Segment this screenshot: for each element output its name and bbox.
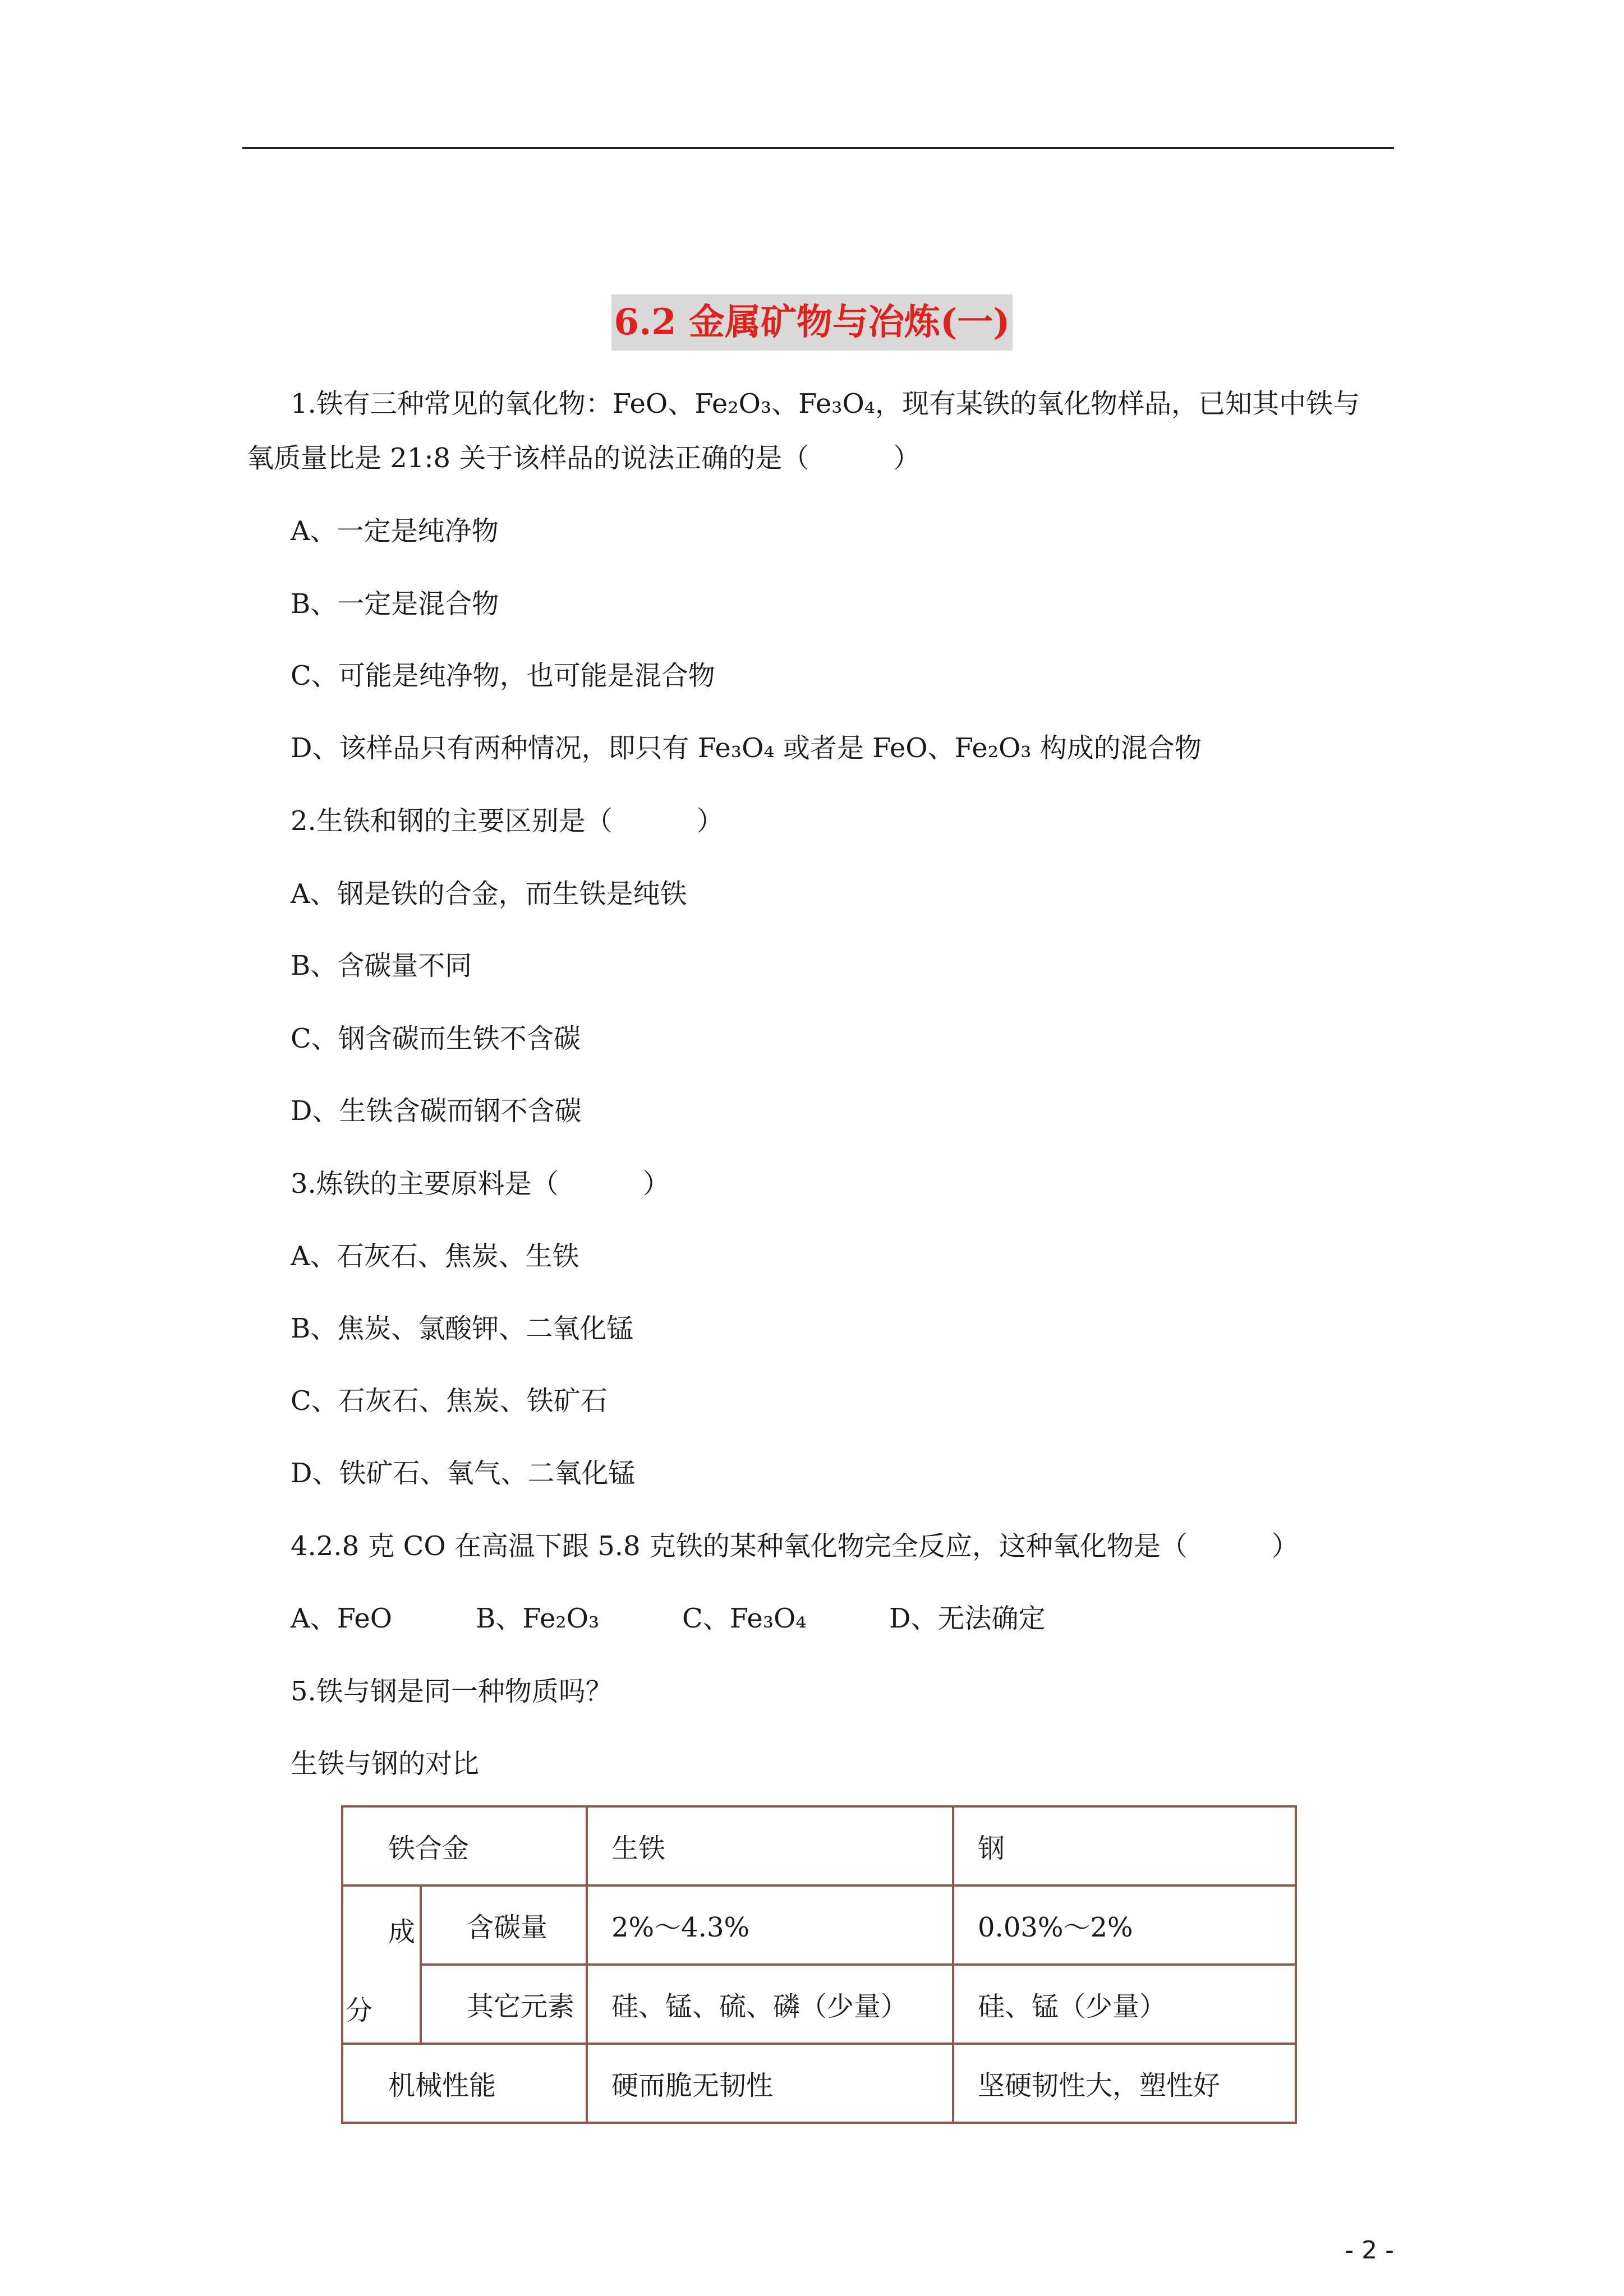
table-row (342, 2044, 1296, 2123)
q1-stem-line2-end: ） (893, 442, 921, 474)
q3-stem (291, 1167, 670, 1201)
q4-option-a: A、FeO (291, 1603, 393, 1634)
q3-stem-text: 3.炼铁的主要原料是（ (291, 1168, 559, 1200)
table-group-label-1: 成 (388, 1916, 416, 1948)
table-cell: 其它元素 (421, 1965, 587, 2044)
table-header-cell: 钢 (953, 1806, 1296, 1885)
q2-option-a: A、钢是铁的合金，而生铁是纯铁 (291, 878, 687, 910)
table-header-row (342, 1806, 1296, 1885)
q2-option-c: C、钢含碳而生铁不含碳 (291, 1023, 581, 1054)
q4-option-c: C、Fe₃O₄ (682, 1603, 807, 1634)
comparison-table (341, 1805, 1297, 2124)
q5-stem: 5.铁与钢是同一种物质吗？ (291, 1676, 613, 1707)
q2-stem-end: ） (696, 805, 724, 837)
q3-option-b: B、焦炭、氯酸钾、二氧化锰 (291, 1313, 634, 1344)
q3-option-c: C、石灰石、焦炭、铁矿石 (291, 1385, 608, 1417)
table-cell: 硅、锰（少量） (953, 1965, 1296, 2044)
table-row (342, 1965, 1296, 2044)
q1-option-c: C、可能是纯净物，也可能是混合物 (291, 660, 715, 691)
table-cell: 硬而脆无韧性 (587, 2044, 953, 2123)
table-header-cell: 生铁 (587, 1806, 953, 1885)
page-number: - 2 - (1345, 2236, 1394, 2265)
q4-stem-text: 4.2.8 克 CO 在高温下跟 5.8 克铁的某种氧化物完全反应，这种氧化物是（ (291, 1530, 1188, 1562)
q4-option-d: D、无法确定 (889, 1603, 1046, 1634)
q1-stem-line1: 1.铁有三种常见的氧化物：FeO、Fe₂O₃、Fe₃O₄，现有某铁的氧化物样品，已知其中铁与 (291, 388, 1360, 419)
q4-option-b: B、Fe₂O₃ (476, 1603, 600, 1634)
page-title: 6.2 金属矿物与冶炼(一) (611, 294, 1012, 351)
q1-stem-line2-text: 氧质量比是 21:8 关于该样品的说法正确的是（ (247, 442, 809, 474)
table-cell: 坚硬韧性大，塑性好 (953, 2044, 1296, 2123)
q1-option-b: B、一定是混合物 (291, 588, 499, 620)
q1-option-d: D、该样品只有两种情况，即只有 Fe₃O₄ 或者是 FeO、Fe₂O₃ 构成的混合物 (291, 732, 1202, 764)
q2-stem (291, 804, 724, 838)
table-cell: 2%～4.3% (587, 1885, 953, 1965)
table-cell: 0.03%～2% (953, 1885, 1296, 1965)
q3-stem-end: ） (642, 1168, 670, 1200)
q2-stem-text: 2.生铁和钢的主要区别是（ (291, 805, 613, 837)
title-container (0, 294, 1624, 351)
q4-stem (291, 1529, 1299, 1563)
table-cell: 硅、锰、硫、磷（少量） (587, 1965, 953, 2044)
table-cell: 机械性能 (342, 2044, 587, 2123)
q3-option-d: D、铁矿石、氧气、二氧化锰 (291, 1458, 636, 1489)
table-caption: 生铁与钢的对比 (291, 1748, 480, 1779)
q2-option-b: B、含碳量不同 (291, 950, 472, 981)
q1-stem-line2 (247, 441, 920, 475)
table-row (342, 1885, 1296, 1965)
header-rule (242, 147, 1394, 149)
table-group-label-2: 分 (346, 1995, 373, 2026)
table-cell: 含碳量 (421, 1885, 587, 1965)
q2-option-d: D、生铁含碳而钢不含碳 (291, 1095, 582, 1127)
q1-option-a: A、一定是纯净物 (291, 515, 499, 547)
q4-stem-end: ） (1271, 1530, 1299, 1562)
table-header-cell: 铁合金 (342, 1806, 587, 1885)
q3-option-a: A、石灰石、焦炭、生铁 (291, 1241, 579, 1272)
table-group-cell (342, 1885, 421, 2044)
